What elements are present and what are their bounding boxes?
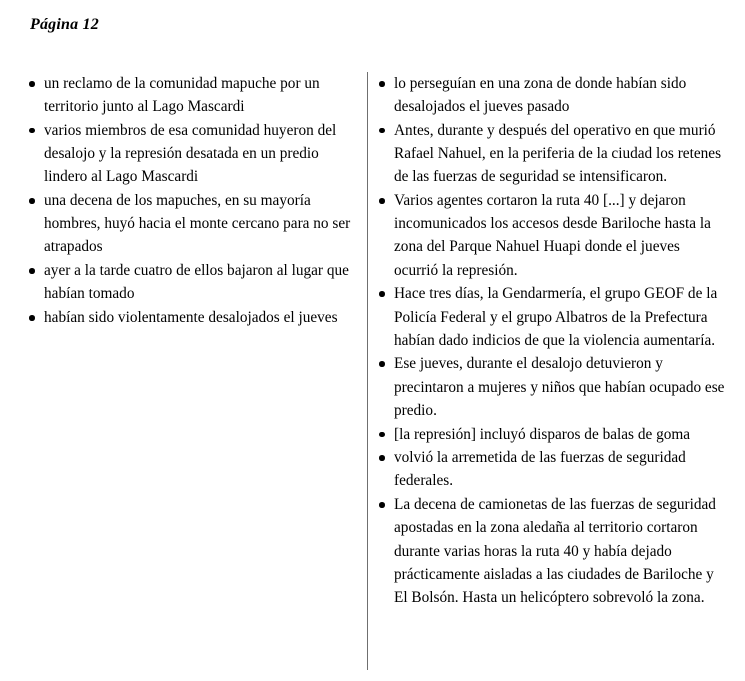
left-column-bullet-list	[28, 72, 358, 329]
list-item	[28, 259, 358, 305]
bullet-point-icon	[29, 81, 35, 87]
list-item-text: habían sido violentamente desalojados el jueves	[44, 309, 338, 327]
list-item	[378, 189, 726, 282]
list-item	[28, 189, 358, 259]
bullet-point-icon	[379, 198, 385, 204]
list-item	[378, 119, 726, 189]
list-item-text: varios miembros de esa comunidad huyeron del desalojo y la represión desatada en un predio lindero al Lago Mascardi	[44, 121, 337, 186]
list-item	[28, 72, 358, 118]
list-item-text: ayer a la tarde cuatro de ellos bajaron al lugar que habían tomado	[44, 262, 349, 303]
right-column	[378, 72, 726, 610]
list-item-text: Antes, durante y después del operativo en que murió Rafael Nahuel, en la periferia de la ciudad los retenes de las fuerzas de seguridad se intensificaron.	[394, 121, 722, 186]
list-item-text: Ese jueves, durante el desalojo detuvieron y precintaron a mujeres y niños que habían ocupado ese predio.	[394, 355, 725, 419]
list-item-text: Varios agentes cortaron la ruta 40 [...] y dejaron incomunicados los accesos desde Bariloche hasta la zona del Parque Nahuel Huapi donde el jueves ocurrió la represión.	[394, 192, 711, 279]
bullet-point-icon	[29, 315, 35, 321]
list-item-text: una decena de los mapuches, en su mayoría hombres, huyó hacia el monte cercano para no ser atrapados	[44, 192, 351, 256]
list-item	[378, 446, 726, 492]
list-item	[28, 119, 358, 189]
bullet-point-icon	[379, 502, 385, 508]
list-item-text: lo perseguían en una zona de donde habían sido desalojados el jueves pasado	[394, 75, 687, 116]
bullet-point-icon	[379, 432, 385, 438]
bullet-point-icon	[379, 361, 385, 367]
left-column	[28, 72, 358, 330]
list-item-text: La decena de camionetas de las fuerzas de seguridad apostadas en la zona aledaña al territorio cortaron durante varias horas la ruta 40 y había dejado prácticamente aisladas a las ciudades de Bariloche y El Bolsón. Hasta un helicóptero sobrevoló la zona.	[394, 496, 716, 606]
right-column-bullet-list	[378, 72, 726, 609]
column-divider	[367, 72, 368, 670]
list-item	[28, 306, 358, 329]
list-item-text: Hace tres días, la Gendarmería, el grupo GEOF de la Policía Federal y el grupo Albatros de la Prefectura habían dado indicios de que la violencia aumentaría.	[394, 285, 718, 349]
list-item	[378, 493, 726, 609]
page-title: Página 12	[30, 16, 99, 33]
bullet-point-icon	[379, 455, 385, 461]
bullet-point-icon	[379, 128, 385, 134]
bullet-point-icon	[29, 128, 35, 134]
list-item-text: [la represión] incluyó disparos de balas de goma	[394, 425, 691, 443]
list-item	[378, 423, 726, 446]
list-item-text: volvió la arremetida de las fuerzas de seguridad federales.	[394, 449, 686, 490]
bullet-point-icon	[379, 81, 385, 87]
bullet-point-icon	[29, 198, 35, 204]
list-item	[378, 282, 726, 352]
list-item	[378, 352, 726, 422]
bullet-point-icon	[379, 291, 385, 297]
bullet-point-icon	[29, 268, 35, 274]
list-item	[378, 72, 726, 118]
list-item-text: un reclamo de la comunidad mapuche por un territorio junto al Lago Mascardi	[44, 75, 320, 116]
